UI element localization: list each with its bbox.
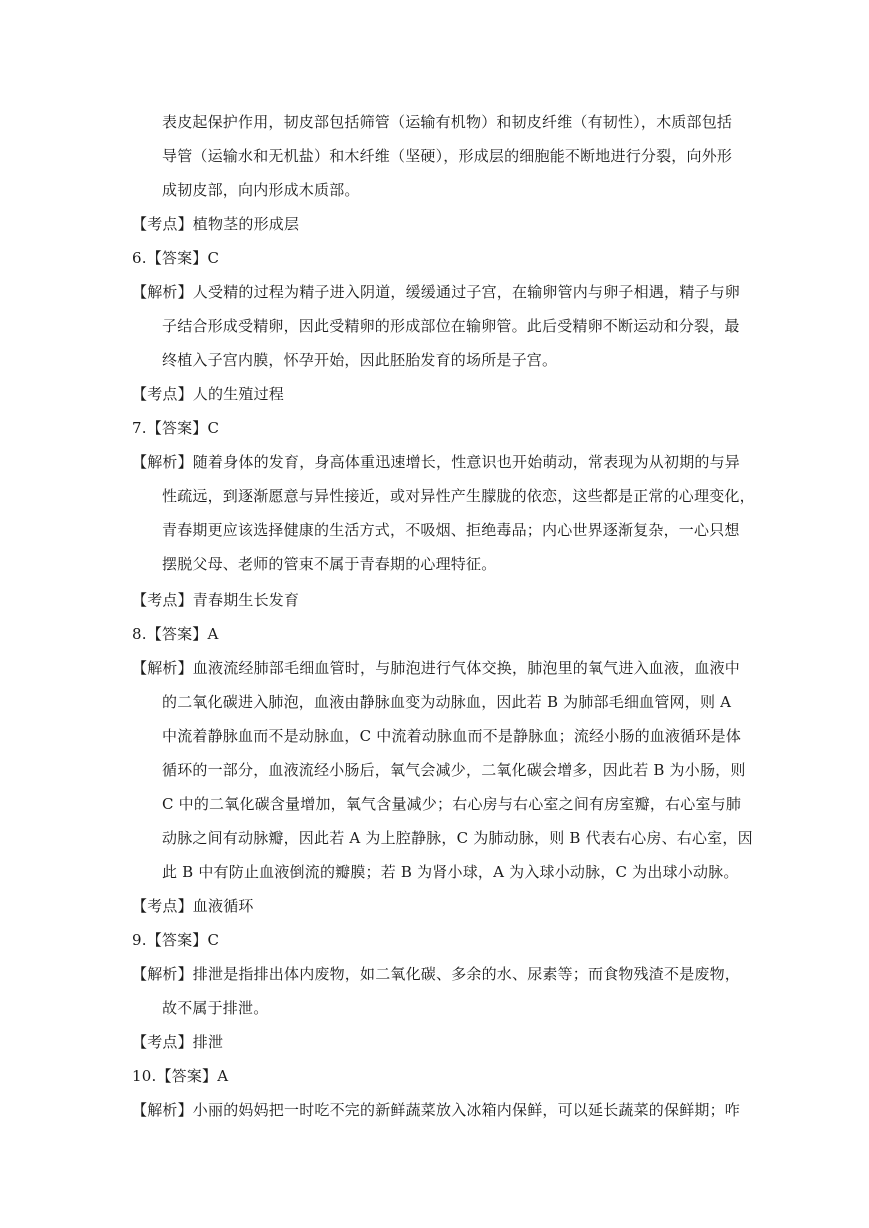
text-line: C 中的二氧化碳含量增加，氧气含量减少；右心房与右心室之间有房室瓣，右心室与肺 (162, 795, 742, 813)
answer-line: 8.【答案】A (132, 625, 219, 643)
analysis-line: 【解析】排泄是指排出体内废物，如二氧化碳、多余的水、尿素等；而食物残渣不是废物， (132, 965, 741, 983)
kaodian-line: 【考点】排泄 (132, 1033, 224, 1051)
text-line: 动脉之间有动脉瓣，因此若 A 为上腔静脉，C 为肺动脉，则 B 代表右心房、右心室，因 (162, 829, 753, 847)
analysis-line: 【解析】人受精的过程为精子进入阴道，缓缓通过子宫，在输卵管内与卵子相遇，精子与卵 (132, 283, 741, 301)
answer-line: 9.【答案】C (132, 931, 220, 949)
text-line: 中流着静脉血而不是动脉血，C 中流着动脉血而不是静脉血；流经小肠的血液循环是体 (162, 727, 742, 745)
answer-line: 7.【答案】C (132, 419, 220, 437)
text-line: 此 B 中有防止血液倒流的瓣膜；若 B 为肾小球，A 为入球小动脉，C 为出球小动脉。 (162, 863, 739, 881)
answer-line: 10.【答案】A (132, 1067, 229, 1085)
text-line: 故不属于排泄。 (162, 999, 269, 1017)
answer-line: 6.【答案】C (132, 249, 220, 267)
text-line: 子结合形成受精卵，因此受精卵的形成部位在输卵管。此后受精卵不断运动和分裂，最 (162, 317, 740, 335)
kaodian-line: 【考点】植物茎的形成层 (132, 215, 300, 233)
text-line: 循环的一部分，血液流经小肠后，氧气会减少，二氧化碳会增多，因此若 B 为小肠，则 (162, 761, 746, 779)
text-line: 性疏远，到逐渐愿意与异性接近，或对异性产生朦胧的依恋，这些都是正常的心理变化， (162, 487, 755, 505)
kaodian-line: 【考点】人的生殖过程 (132, 385, 285, 403)
analysis-line: 【解析】随着身体的发育，身高体重迅速增长，性意识也开始萌动，常表现为从初期的与异 (132, 453, 741, 471)
text-line: 终植入子宫内膜，怀孕开始，因此胚胎发育的场所是子宫。 (162, 351, 558, 369)
text-line: 摆脱父母、老师的管束不属于青春期的心理特征。 (162, 555, 497, 573)
text-line: 青春期更应该选择健康的生活方式，不吸烟、拒绝毒品；内心世界逐渐复杂，一心只想 (162, 521, 740, 539)
analysis-line: 【解析】小丽的妈妈把一时吃不完的新鲜蔬菜放入冰箱内保鲜，可以延长蔬菜的保鲜期；咋 (132, 1101, 741, 1119)
text-line: 导管（运输水和无机盐）和木纤维（坚硬），形成层的细胞能不断地进行分裂，向外形 (162, 147, 733, 165)
text-line: 的二氧化碳进入肺泡，血液由静脉血变为动脉血，因此若 B 为肺部毛细血管网，则 A (162, 693, 732, 711)
analysis-line: 【解析】血液流经肺部毛细血管时，与肺泡进行气体交换，肺泡里的氧气进入血液，血液中 (132, 659, 741, 677)
kaodian-line: 【考点】血液循环 (132, 897, 254, 915)
text-line: 成韧皮部，向内形成木质部。 (162, 181, 360, 199)
text-line: 表皮起保护作用，韧皮部包括筛管（运输有机物）和韧皮纤维（有韧性），木质部包括 (162, 113, 733, 131)
kaodian-line: 【考点】青春期生长发育 (132, 591, 300, 609)
